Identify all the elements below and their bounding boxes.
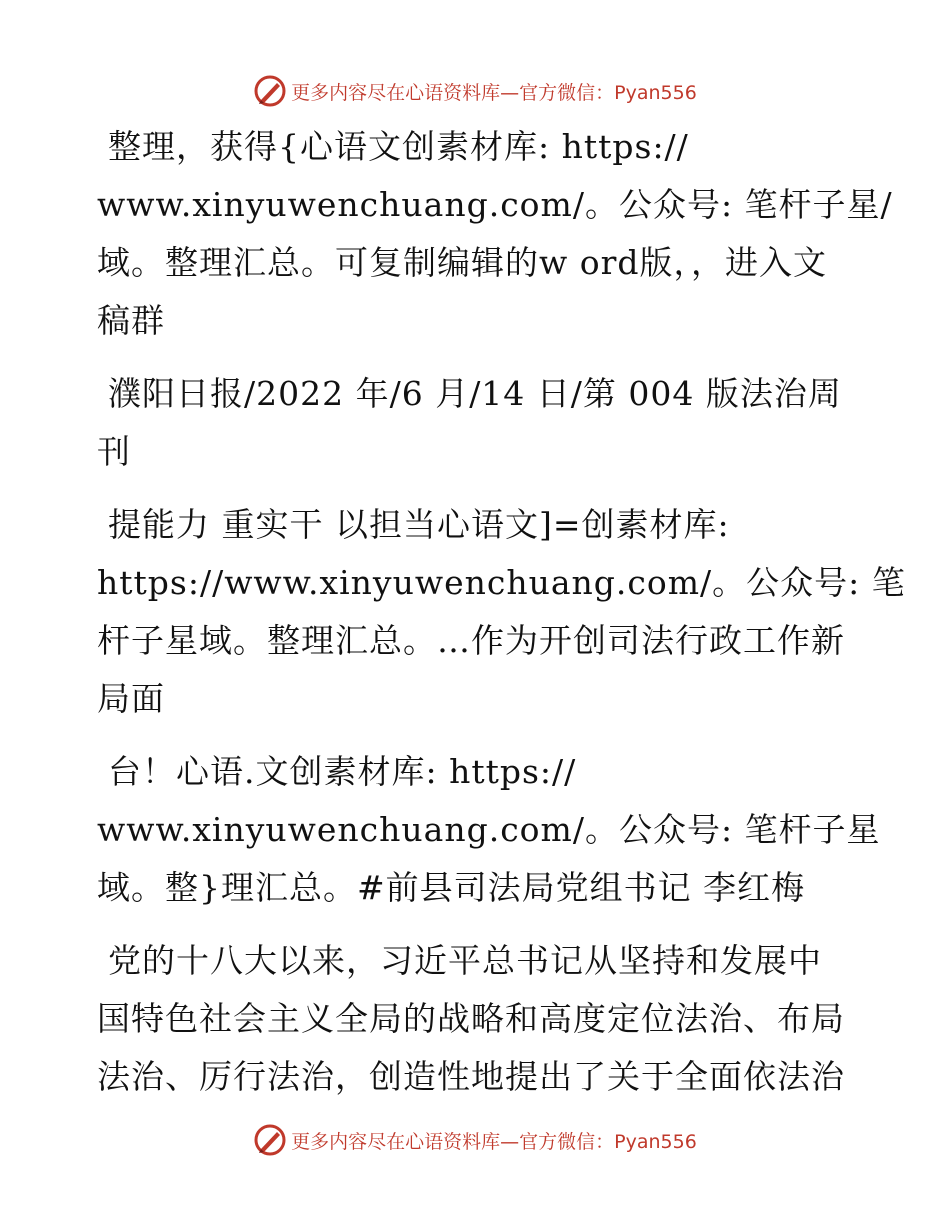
text-line: 刊 (97, 432, 131, 471)
pen-logo-icon (253, 1123, 287, 1157)
text-line: www.xinyuwenchuang.com/。公众号: 笔杆子星 (97, 810, 881, 849)
text-line: 局面 (97, 679, 165, 718)
banner-title: 更多内容尽在心语资料库 (291, 1130, 501, 1153)
paragraph-4 (97, 743, 881, 917)
pen-logo-icon (253, 74, 287, 108)
banner-wechat: 官方微信：Pyan556 (519, 1130, 697, 1153)
text-line: 整理，获得{心语文创素材库: https:// (108, 127, 689, 166)
text-line: 提能力 重实干 以担当心语文]=创素材库: (108, 505, 730, 544)
header-banner (0, 71, 950, 111)
text-line: 国特色社会主义全局的战略和高度定位法治、布局 (97, 999, 845, 1038)
text-line: 台！心语.文创素材库: https:// (108, 752, 577, 791)
banner-wechat: 官方微信：Pyan556 (519, 81, 697, 104)
banner-text (291, 78, 697, 105)
text-line: 濮阳日报/2022 年/6 月/14 日/第 004 版法治周 (108, 374, 842, 413)
paragraph-2 (97, 365, 857, 481)
paragraph-1 (97, 118, 893, 350)
text-line: www.xinyuwenchuang.com/。公众号: 笔杆子星/ (97, 185, 893, 224)
paragraph-5 (97, 932, 857, 1106)
banner-text (291, 1127, 697, 1154)
text-line: 党的十八大以来，习近平总书记从坚持和发展中 (108, 941, 822, 980)
banner-separator: — (500, 1130, 520, 1153)
text-line: https://www.xinyuwenchuang.com/。公众号: 笔 (97, 563, 906, 602)
text-line: 杆子星域。整理汇总。…作为开创司法行政工作新 (97, 621, 845, 660)
text-line: 稿群 (97, 301, 165, 340)
footer-banner (0, 1120, 950, 1160)
text-line: 法治、厉行法治，创造性地提出了关于全面依法治 (97, 1057, 845, 1096)
document-body (97, 118, 906, 1106)
text-line: 域。整理汇总。可复制编辑的w ord版，，进入文 (97, 243, 828, 282)
banner-title: 更多内容尽在心语资料库 (291, 81, 501, 104)
banner-separator: — (500, 81, 520, 104)
paragraph-3 (97, 496, 906, 728)
text-line: 域。整}理汇总。#前县司法局党组书记 李红梅 (97, 868, 806, 907)
